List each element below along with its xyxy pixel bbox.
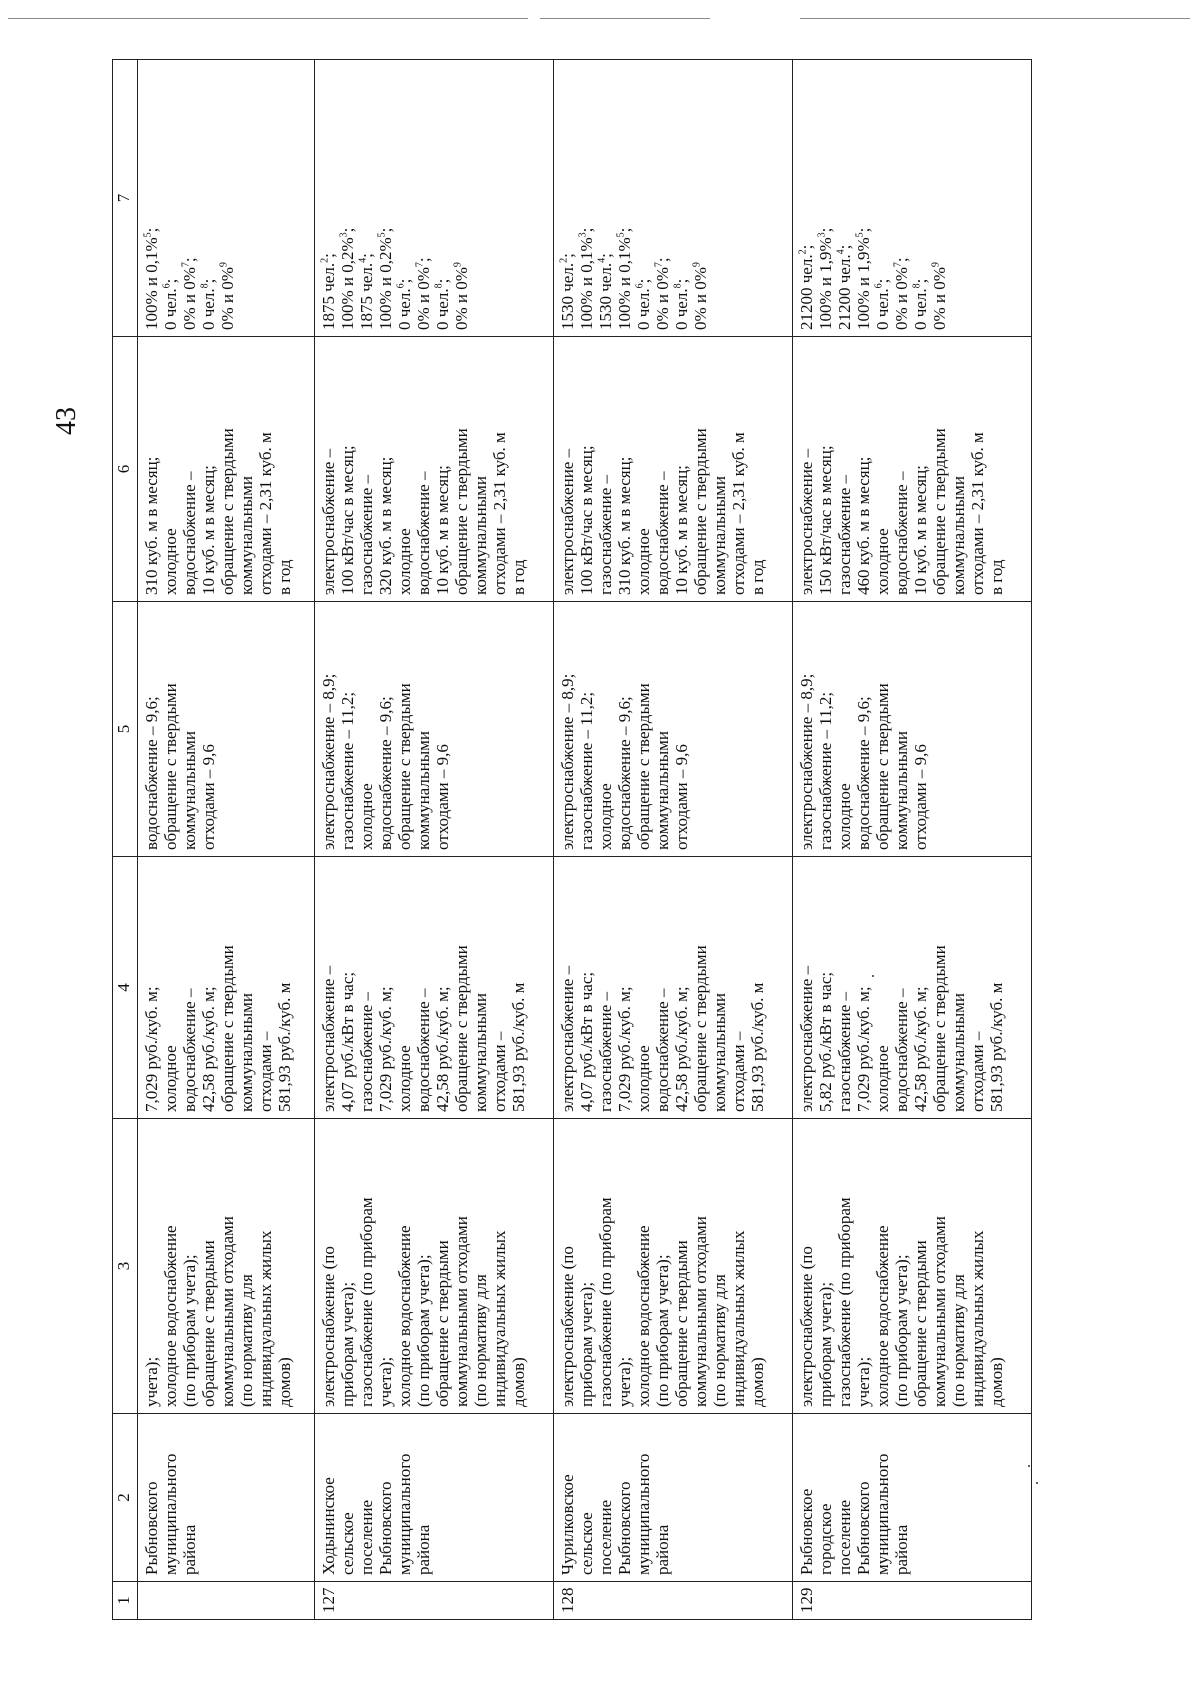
- cell-line: отходами – 9,6: [910, 744, 930, 850]
- cell-line: 0 чел.$^8$;: [199, 278, 218, 330]
- footnote-marker: 5: [375, 232, 387, 238]
- row-number-cell: 127: [314, 1582, 553, 1620]
- col-header-6: 6: [113, 337, 138, 602]
- footnote-marker: 9: [930, 262, 942, 268]
- cell-line: (по нормативу для: [709, 1274, 729, 1407]
- cell-line: 7,029 руб./куб. м;: [142, 986, 161, 1112]
- cell-line: учета);: [614, 1356, 634, 1407]
- cell-line: обращение с твердыми: [432, 1240, 452, 1407]
- cell-line: сельское: [337, 1512, 357, 1575]
- cell-line: 100% и 0,2%$^5$;: [375, 227, 395, 330]
- cell-line: Рыбновского: [375, 1481, 395, 1575]
- col-header-2: 2: [113, 1414, 138, 1582]
- volumes-cell: [553, 337, 792, 602]
- cell-line: холодное: [834, 783, 854, 850]
- cell-line: газоснабжение (по приборам: [834, 1197, 854, 1407]
- municipality-cell: [138, 1414, 315, 1582]
- cell-line: электроснабжение (по: [557, 1246, 577, 1407]
- volumes-cell: [138, 337, 315, 602]
- cell-line: 100% и 1,9%$^3$;: [815, 227, 835, 330]
- cell-line: коммунальными: [709, 993, 729, 1112]
- cell-line: муниципального: [161, 1453, 180, 1575]
- footnote-marker: 8: [672, 283, 684, 289]
- cell-line: 7,029 руб./куб. м;: [853, 986, 873, 1112]
- cell-line: газоснабжение –: [834, 991, 854, 1112]
- cell-line: обращение с твердыми: [218, 945, 237, 1112]
- footnote-marker: 4: [596, 257, 608, 263]
- cell-line: (по приборам учета);: [413, 1254, 433, 1407]
- cell-line: муниципального: [633, 1453, 653, 1575]
- tariffs-cell: [553, 857, 792, 1119]
- cell-line: коммунальными: [413, 731, 433, 850]
- cell-line: 100% и 0,1%$^3$;: [576, 227, 596, 330]
- cell-line: обращение с твердыми: [910, 1240, 930, 1407]
- scan-edge-line: [8, 18, 528, 19]
- cell-line: коммунальными: [237, 993, 256, 1112]
- cell-line: 42,58 руб./куб. м;: [199, 986, 218, 1112]
- cell-line: электроснабжение –: [796, 965, 816, 1112]
- footnote-marker: 7: [180, 262, 192, 268]
- cell-line: 21200 чел.$^2$;: [796, 244, 816, 330]
- footnote-marker: 4: [356, 257, 368, 263]
- cell-line: холодное водоснабжение: [394, 1225, 414, 1407]
- cell-line: электроснабжение – 8,9;: [318, 673, 338, 850]
- cell-line: 21200 чел.$^4$;: [834, 244, 854, 330]
- cell-line: электроснабжение – 8,9;: [796, 673, 816, 850]
- cell-line: водоснабжение –: [180, 471, 199, 595]
- cell-line: электроснабжение (по: [318, 1246, 338, 1407]
- cell-line: (по приборам учета);: [891, 1254, 911, 1407]
- cell-line: (по нормативу для: [237, 1274, 256, 1407]
- cell-line: отходами – 9,6: [671, 744, 691, 850]
- municipality-cell: [314, 1414, 553, 1582]
- cell-line: Рыбновского: [614, 1481, 634, 1575]
- cell-line: обращение с твердыми: [218, 428, 237, 595]
- cell-line: 0% и 0%$^7$;: [413, 257, 433, 330]
- cell-line: отходами –: [967, 1031, 987, 1112]
- cell-line: 0% и 0%$^9$: [218, 262, 237, 330]
- cell-line: 42,58 руб./куб. м;: [432, 986, 452, 1112]
- population-cell: [314, 60, 553, 337]
- footnote-marker: 3: [816, 232, 828, 238]
- row-number-cell: 128: [553, 1582, 792, 1620]
- col-header-7: 7: [113, 60, 138, 337]
- cell-line: (по приборам учета);: [180, 1254, 199, 1407]
- cell-line: газоснабжение (по приборам: [356, 1197, 376, 1407]
- cell-line: обращение с твердыми: [929, 428, 949, 595]
- cell-line: индивидуальных жилых: [728, 1230, 748, 1407]
- cell-line: 0 чел.$^6$;: [161, 278, 180, 330]
- cell-line: поселение: [595, 1499, 615, 1575]
- table-row: [314, 60, 553, 1620]
- footnote-marker: 7: [413, 262, 425, 268]
- cell-line: обращение с твердыми: [671, 1240, 691, 1407]
- cell-line: газоснабжение –: [356, 474, 376, 595]
- cell-line: в год: [986, 559, 1006, 595]
- cell-line: газоснабжение (по приборам: [595, 1197, 615, 1407]
- cell-line: отходами –: [489, 1031, 509, 1112]
- cell-line: домов): [747, 1357, 767, 1407]
- tariffs-cell: [314, 857, 553, 1119]
- cell-line: водоснабжение –: [652, 988, 672, 1112]
- footnote-marker: 6: [161, 283, 173, 289]
- cell-line: 42,58 руб./куб. м;: [671, 986, 691, 1112]
- footnote-marker: 2: [558, 257, 570, 263]
- cell-line: 0 чел.$^6$;: [633, 278, 653, 330]
- volumes-cell: [314, 337, 553, 602]
- cell-line: 10 куб. м в месяц;: [432, 465, 452, 595]
- cell-line: холодное: [872, 1045, 892, 1112]
- cell-line: отходами –: [728, 1031, 748, 1112]
- cell-line: газоснабжение –: [834, 474, 854, 595]
- cell-line: коммунальными отходами: [690, 1216, 710, 1407]
- cell-line: отходами – 2,31 куб. м: [728, 432, 748, 595]
- cell-line: коммунальными: [948, 993, 968, 1112]
- cell-line: обращение с твердыми: [690, 428, 710, 595]
- row-number-cell: 129: [792, 1582, 1031, 1620]
- cell-line: 7,029 руб./куб. м;: [375, 986, 395, 1112]
- cell-line: коммунальными отходами: [929, 1216, 949, 1407]
- cell-line: коммунальными: [237, 476, 256, 595]
- table-row: [792, 60, 1031, 1620]
- scan-edge-line: [800, 18, 1190, 19]
- cell-line: водоснабжение –: [652, 471, 672, 595]
- cell-line: обращение с твердыми: [161, 683, 180, 850]
- cell-line: поселение: [356, 1499, 376, 1575]
- municipality-cell: [553, 1414, 792, 1582]
- cell-line: коммунальными: [470, 993, 490, 1112]
- cell-line: 581,93 руб./куб. м: [747, 982, 767, 1112]
- header-row: [113, 60, 138, 1620]
- cell-line: коммунальными: [180, 731, 199, 850]
- cell-line: 581,93 руб./куб. м: [508, 982, 528, 1112]
- cell-line: 5,82 руб./кВт в час;: [815, 971, 835, 1112]
- cell-line: холодное: [595, 783, 615, 850]
- cell-line: 7,029 руб./куб. м;: [614, 986, 634, 1112]
- cell-line: индивидуальных жилых: [967, 1230, 987, 1407]
- cell-line: 100% и 0,2%$^3$;: [337, 227, 357, 330]
- cell-line: 100 кВт/час в месяц;: [337, 445, 357, 595]
- cell-line: газоснабжение –: [595, 991, 615, 1112]
- cell-line: обращение с твердыми: [690, 945, 710, 1112]
- cell-line: обращение с твердыми: [199, 1240, 218, 1407]
- cell-line: учета);: [142, 1356, 161, 1407]
- volumes-cell: [792, 337, 1031, 602]
- cell-line: 1875 чел.$^4$;: [356, 253, 376, 330]
- cell-line: домов): [508, 1357, 528, 1407]
- cell-line: отходами – 2,31 куб. м: [489, 432, 509, 595]
- cell-line: холодное водоснабжение: [633, 1225, 653, 1407]
- cell-line: коммунальными: [709, 476, 729, 595]
- cell-line: 0 чел.$^8$;: [432, 278, 452, 330]
- cell-line: Рыбновское: [796, 1488, 816, 1575]
- cell-line: электроснабжение –: [796, 448, 816, 595]
- cell-line: в год: [275, 559, 294, 595]
- growth-cell: [314, 602, 553, 857]
- cell-line: водоснабжение – 9,6;: [853, 696, 873, 850]
- cell-line: в год: [508, 559, 528, 595]
- footnote-marker: 6: [634, 283, 646, 289]
- col-header-5: 5: [113, 602, 138, 857]
- footnote-marker: 8: [911, 283, 923, 289]
- cell-line: 0% и 0%$^9$: [451, 262, 471, 330]
- cell-line: приборам учета);: [815, 1281, 835, 1407]
- footnote-marker: 5: [615, 232, 627, 238]
- cell-line: электроснабжение –: [557, 448, 577, 595]
- cell-line: Рыбновского: [142, 1481, 161, 1575]
- cell-line: 0 чел.$^8$;: [671, 278, 691, 330]
- cell-line: 0% и 0%$^9$: [690, 262, 710, 330]
- cell-line: (по нормативу для: [948, 1274, 968, 1407]
- cell-line: 0% и 0%$^7$;: [180, 257, 199, 330]
- cell-line: отходами – 2,31 куб. м: [967, 432, 987, 595]
- scan-speck: [872, 975, 874, 977]
- cell-line: отходами – 9,6: [199, 744, 218, 850]
- cell-line: 1530 чел.$^4$;: [595, 253, 615, 330]
- cell-line: холодное: [161, 1045, 180, 1112]
- cell-line: 0 чел.$^8$;: [910, 278, 930, 330]
- cell-line: 42,58 руб./куб. м;: [910, 986, 930, 1112]
- table-row: [138, 60, 315, 1620]
- cell-line: холодное: [394, 528, 414, 595]
- cell-line: 100% и 0,1%$^5$;: [142, 227, 161, 330]
- cell-line: муниципального: [394, 1453, 414, 1575]
- cell-line: района: [180, 1524, 199, 1575]
- cell-line: 581,93 руб./куб. м: [986, 982, 1006, 1112]
- cell-line: 4,07 руб./кВт в час;: [576, 971, 596, 1112]
- cell-line: сельское: [576, 1512, 596, 1575]
- footnote-marker: 6: [394, 283, 406, 289]
- cell-line: учета);: [375, 1356, 395, 1407]
- cell-line: в год: [747, 559, 767, 595]
- cell-line: электроснабжение (по: [796, 1246, 816, 1407]
- cell-line: Чурилковское: [557, 1474, 577, 1575]
- growth-cell: [792, 602, 1031, 857]
- col-header-1: 1: [113, 1582, 138, 1620]
- cell-line: холодное: [633, 1045, 653, 1112]
- cell-line: водоснабжение – 9,6;: [142, 696, 161, 850]
- footnote-marker: 2: [797, 249, 809, 255]
- table-row: [553, 60, 792, 1620]
- cell-line: 460 куб. м в месяц;: [853, 456, 873, 595]
- cell-line: водоснабжение – 9,6;: [614, 696, 634, 850]
- cell-line: муниципального: [872, 1453, 892, 1575]
- cell-line: индивидуальных жилых: [256, 1230, 275, 1407]
- cell-line: обращение с твердыми: [929, 945, 949, 1112]
- cell-line: 0% и 0%$^7$;: [652, 257, 672, 330]
- footnote-marker: 3: [337, 232, 349, 238]
- cell-line: коммунальными отходами: [451, 1216, 471, 1407]
- cell-line: 320 куб. м в месяц;: [375, 456, 395, 595]
- cell-line: учета);: [853, 1356, 873, 1407]
- population-cell: [792, 60, 1031, 337]
- cell-line: коммунальными: [470, 476, 490, 595]
- footnote-marker: 5: [142, 232, 154, 238]
- cell-line: 0% и 0%$^7$;: [891, 257, 911, 330]
- footnote-marker: 6: [873, 283, 885, 289]
- cell-line: газоснабжение –: [356, 991, 376, 1112]
- cell-line: индивидуальных жилых: [489, 1230, 509, 1407]
- cell-line: отходами –: [256, 1031, 275, 1112]
- rotated-table-wrapper: [112, 60, 1032, 1620]
- footnote-marker: 4: [835, 249, 847, 255]
- cell-line: отходами – 2,31 куб. м: [256, 432, 275, 595]
- cell-line: обращение с твердыми: [394, 683, 414, 850]
- scan-edge-line: [540, 18, 710, 19]
- cell-line: 10 куб. м в месяц;: [910, 465, 930, 595]
- cell-line: обращение с твердыми: [872, 683, 892, 850]
- cell-line: 10 куб. м в месяц;: [199, 465, 218, 595]
- growth-cell: [553, 602, 792, 857]
- footnote-marker: 8: [199, 283, 211, 289]
- scan-speck: [1036, 1482, 1038, 1484]
- cell-line: 0 чел.$^6$;: [872, 278, 892, 330]
- cell-line: коммунальными отходами: [218, 1216, 237, 1407]
- cell-line: газоснабжение – 11,2;: [576, 691, 596, 850]
- cell-line: отходами – 9,6: [432, 744, 452, 850]
- cell-line: водоснабжение – 9,6;: [375, 696, 395, 850]
- cell-line: холодное: [161, 528, 180, 595]
- cell-line: района: [413, 1524, 433, 1575]
- footnote-marker: 5: [854, 232, 866, 238]
- cell-line: водоснабжение –: [180, 988, 199, 1112]
- col-header-3: 3: [113, 1119, 138, 1414]
- cell-line: обращение с твердыми: [451, 945, 471, 1112]
- cell-line: 0 чел.$^6$;: [394, 278, 414, 330]
- cell-line: 310 куб. м в месяц;: [614, 456, 634, 595]
- cell-line: приборам учета);: [576, 1281, 596, 1407]
- footnote-marker: 9: [691, 262, 703, 268]
- cell-line: холодное: [394, 1045, 414, 1112]
- cell-line: холодное водоснабжение: [872, 1225, 892, 1407]
- cell-line: коммунальными: [652, 731, 672, 850]
- cell-line: коммунальными: [891, 731, 911, 850]
- tariffs-cell: [138, 857, 315, 1119]
- cell-line: газоснабжение –: [595, 474, 615, 595]
- cell-line: 10 куб. м в месяц;: [671, 465, 691, 595]
- cell-line: 100% и 0,1%$^5$;: [614, 227, 634, 330]
- row-number-cell: [138, 1582, 315, 1620]
- cell-line: холодное: [356, 783, 376, 850]
- cell-line: поселение: [834, 1499, 854, 1575]
- population-cell: [553, 60, 792, 337]
- cell-line: обращение с твердыми: [633, 683, 653, 850]
- cell-line: газоснабжение – 11,2;: [337, 691, 357, 850]
- growth-cell: [138, 602, 315, 857]
- tariffs-cell: [792, 857, 1031, 1119]
- page-number: 43: [51, 407, 82, 435]
- tariff-table: [112, 59, 1032, 1620]
- cell-line: 1530 чел.$^2$;: [557, 253, 577, 330]
- footnote-marker: 7: [653, 262, 665, 268]
- cell-line: городское: [815, 1503, 835, 1575]
- cell-line: (по приборам учета);: [652, 1254, 672, 1407]
- services-cell: [314, 1119, 553, 1414]
- cell-line: газоснабжение – 11,2;: [815, 691, 835, 850]
- municipality-cell: [792, 1414, 1031, 1582]
- cell-line: (по нормативу для: [470, 1274, 490, 1407]
- services-cell: [553, 1119, 792, 1414]
- cell-line: домов): [275, 1357, 294, 1407]
- cell-line: водоснабжение –: [413, 471, 433, 595]
- cell-line: Рыбновского: [853, 1481, 873, 1575]
- cell-line: 581,93 руб./куб. м: [275, 982, 294, 1112]
- footnote-marker: 2: [318, 257, 330, 263]
- cell-line: Ходынинское: [318, 1477, 338, 1575]
- cell-line: 4,07 руб./кВт в час;: [337, 971, 357, 1112]
- cell-line: водоснабжение –: [891, 988, 911, 1112]
- footnote-marker: 8: [432, 283, 444, 289]
- cell-line: домов): [986, 1357, 1006, 1407]
- cell-line: холодное: [872, 528, 892, 595]
- cell-line: холодное водоснабжение: [161, 1225, 180, 1407]
- cell-line: 1875 чел.$^2$;: [318, 253, 338, 330]
- footnote-marker: 9: [218, 262, 230, 268]
- footnote-marker: 7: [892, 262, 904, 268]
- table-body: [138, 60, 1032, 1620]
- cell-line: района: [652, 1524, 672, 1575]
- cell-line: обращение с твердыми: [451, 428, 471, 595]
- cell-line: водоснабжение –: [891, 471, 911, 595]
- cell-line: электроснабжение –: [318, 448, 338, 595]
- cell-line: 150 кВт/час в месяц;: [815, 445, 835, 595]
- footnote-marker: 3: [577, 232, 589, 238]
- cell-line: водоснабжение –: [413, 988, 433, 1112]
- services-cell: [792, 1119, 1031, 1414]
- cell-line: электроснабжение –: [318, 965, 338, 1112]
- cell-line: 0% и 0%$^9$: [929, 262, 949, 330]
- services-cell: [138, 1119, 315, 1414]
- cell-line: коммунальными: [948, 476, 968, 595]
- cell-line: электроснабжение – 8,9;: [557, 673, 577, 850]
- cell-line: 310 куб. м в месяц;: [142, 456, 161, 595]
- cell-line: района: [891, 1524, 911, 1575]
- cell-line: холодное: [633, 528, 653, 595]
- footnote-marker: 9: [451, 262, 463, 268]
- cell-line: 100 кВт/час в месяц;: [576, 445, 596, 595]
- cell-line: электроснабжение –: [557, 965, 577, 1112]
- col-header-4: 4: [113, 857, 138, 1119]
- scan-speck: [1028, 1465, 1030, 1467]
- cell-line: 100% и 1,9%$^5$;: [853, 227, 873, 330]
- cell-line: приборам учета);: [337, 1281, 357, 1407]
- population-cell: [138, 60, 315, 337]
